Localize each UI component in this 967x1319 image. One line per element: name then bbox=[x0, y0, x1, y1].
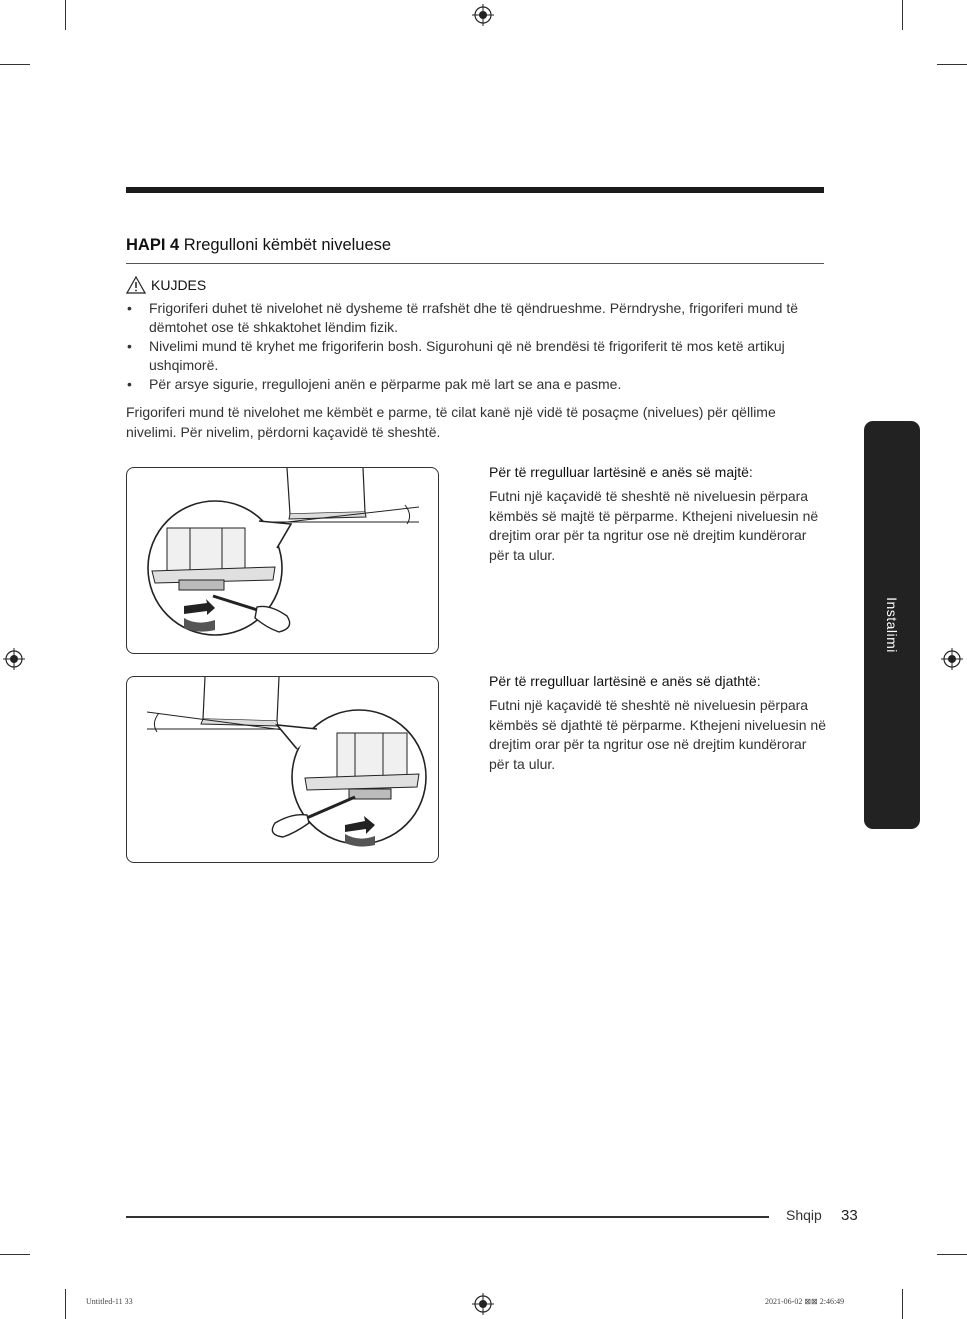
crop-mark bbox=[937, 1254, 967, 1255]
step-label: HAPI 4 bbox=[126, 236, 180, 254]
caution-list bbox=[126, 299, 826, 394]
section-side-tab bbox=[864, 421, 920, 829]
caution-label: KUJDES bbox=[151, 277, 207, 293]
list-item: • Për arsye sigurie, rregullojeni anën e përparme pak më lart se ana e pasme. bbox=[126, 375, 826, 394]
section-top-rule bbox=[126, 187, 824, 193]
right-leveling-illustration bbox=[126, 676, 439, 863]
section-heading bbox=[126, 236, 824, 264]
instruction-body: Futni një kaçavidë të sheshtë në niveluesin përpara këmbës së djathtë të përparme. Kthejeni niveluesin në drejtim orar për ta ngritur ose në drejtim kundërorar për ta ulur. bbox=[489, 697, 826, 772]
crop-mark bbox=[0, 64, 30, 65]
crop-mark bbox=[902, 0, 903, 30]
section-title: Rregulloni këmbët niveluese bbox=[183, 236, 392, 254]
print-slug-timestamp: 2021-06-02 ⊠⊠ 2:46:49 bbox=[765, 1297, 845, 1306]
footer-rule bbox=[126, 1216, 769, 1218]
list-item: • Nivelimi mund të kryhet me frigoriferin bosh. Sigurohuni që në brendësi të frigoriferit të mos ketë artikuj ushqimorë. bbox=[126, 337, 826, 375]
instruction-subtitle: Për të rregulluar lartësinë e anës së majtë: bbox=[489, 464, 753, 480]
registration-mark-icon bbox=[3, 648, 25, 670]
print-slug-file: Untitled-11 33 bbox=[86, 1297, 133, 1306]
left-leveling-illustration bbox=[126, 467, 439, 654]
footer-language: Shqip bbox=[786, 1207, 822, 1223]
crop-mark bbox=[65, 1289, 66, 1319]
left-instruction bbox=[489, 463, 829, 565]
instruction-subtitle: Për të rregulluar lartësinë e anës së djathtë: bbox=[489, 673, 761, 689]
crop-mark bbox=[65, 0, 66, 30]
side-tab-label: Instalimi bbox=[884, 597, 900, 653]
registration-mark-icon bbox=[472, 4, 494, 26]
right-instruction bbox=[489, 672, 829, 774]
crop-mark bbox=[937, 64, 967, 65]
registration-mark-icon bbox=[472, 1293, 494, 1315]
crop-mark bbox=[0, 1254, 30, 1255]
warning-triangle-icon bbox=[126, 276, 146, 294]
instruction-body: Futni një kaçavidë të sheshtë në niveluesin përpara këmbës së majtë të përparme. Kthejeni niveluesin në drejtim orar për ta ngritur ose në drejtim kundërorar për ta ulur. bbox=[489, 488, 819, 563]
page-number: 33 bbox=[841, 1207, 858, 1224]
list-item: • Frigoriferi duhet të nivelohet në dysheme të rrafshët dhe të qëndrueshme. Përndryshe, frigoriferi mund të dëmtohet ose të shkaktohet lëndim fizik. bbox=[126, 299, 826, 337]
registration-mark-icon bbox=[941, 648, 963, 670]
crop-mark bbox=[902, 1289, 903, 1319]
intro-paragraph: Frigoriferi mund të nivelohet me këmbët e parme, të cilat kanë një vidë të posaçme (nivelues) për qëllime nivelimi. Për nivelim, përdorni kaçavidë të sheshtë. bbox=[126, 404, 776, 440]
caution-header bbox=[126, 276, 206, 294]
